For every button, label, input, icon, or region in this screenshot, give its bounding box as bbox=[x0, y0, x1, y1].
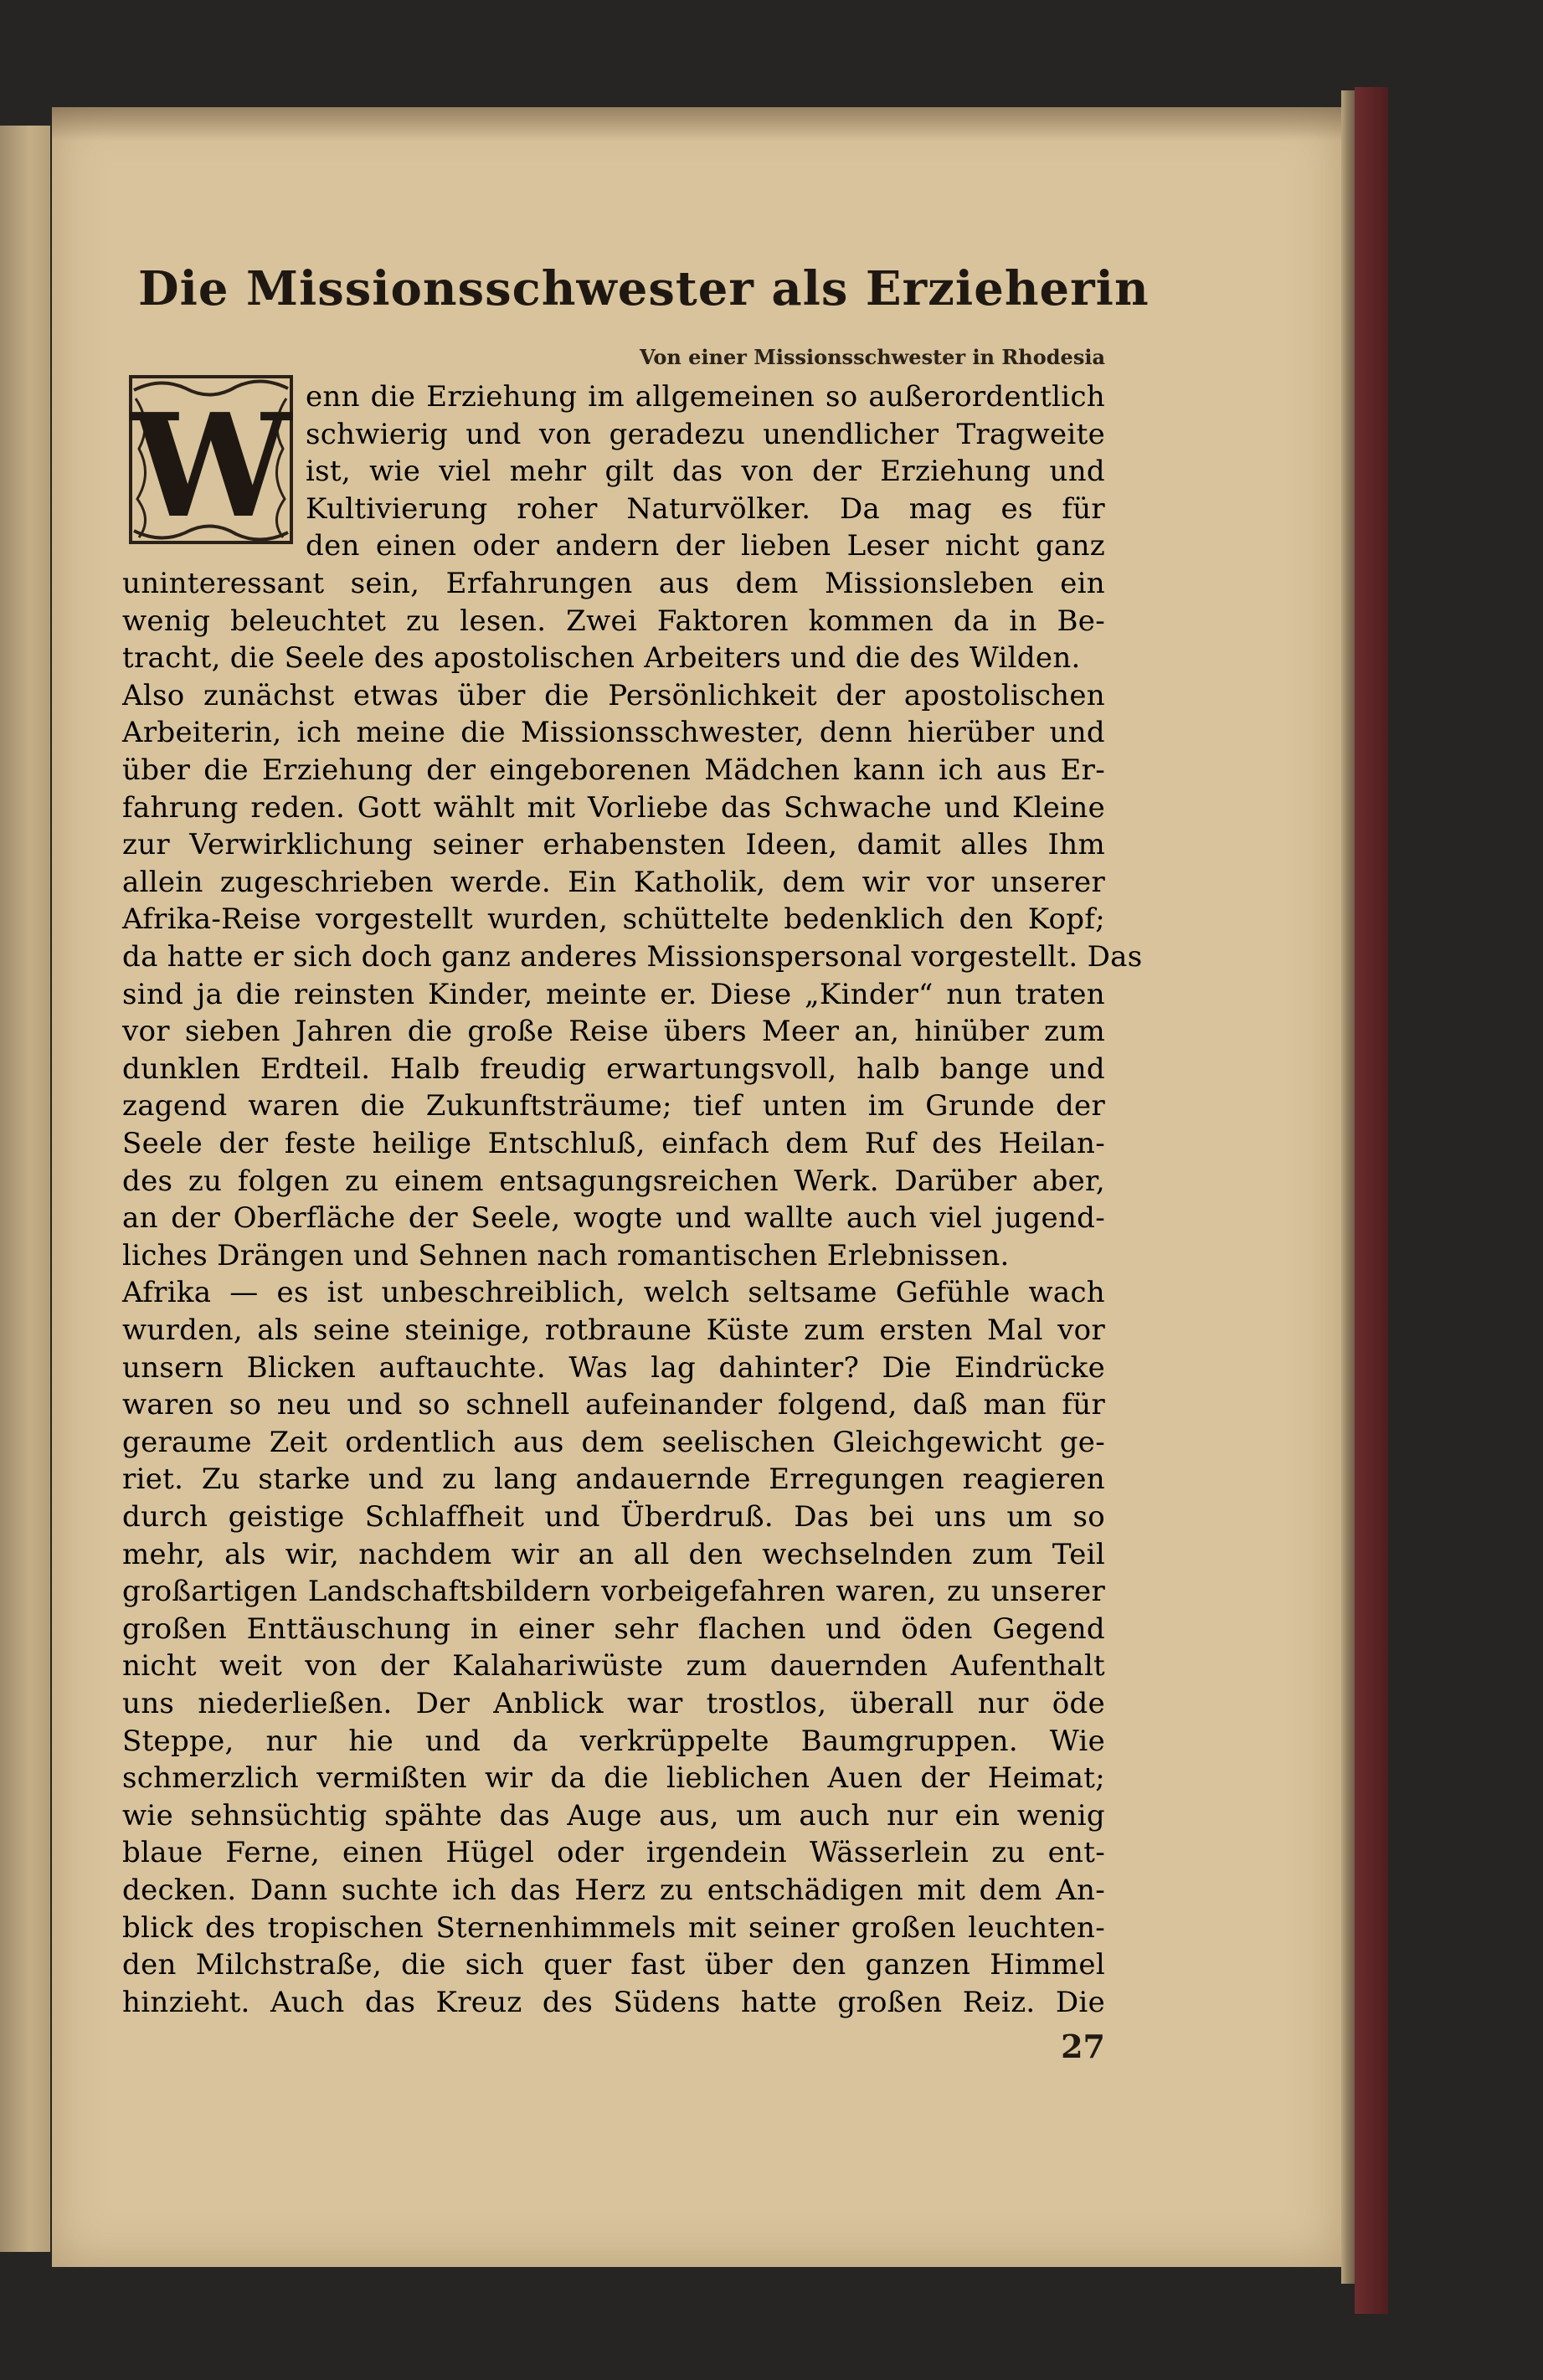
text-line: Also zunächst etwas über die Persönlichkeit der apostolischen bbox=[122, 678, 1105, 712]
book-cover-edge bbox=[1355, 87, 1388, 2314]
text-line: den einen oder andern der lieben Leser nicht ganz bbox=[306, 529, 1105, 563]
article-byline: Von einer Missionsschwester in Rhodesia bbox=[639, 345, 1105, 369]
text-line: Afrika-Reise vorgestellt wurden, schüttelte bedenklich den Kopf; bbox=[122, 902, 1105, 937]
decorated-initial bbox=[127, 373, 295, 546]
text-line: den Milchstraße, die sich quer fast über den ganzen Himmel bbox=[122, 1948, 1105, 1982]
previous-page-edge bbox=[0, 126, 50, 2252]
text-line: großen Enttäuschung in einer sehr flachen und öden Gegend bbox=[122, 1612, 1105, 1646]
text-line: Afrika — es ist unbeschreiblich, welch seltsame Gefühle wach bbox=[122, 1276, 1105, 1310]
text-line: uninteressant sein, Erfahrungen aus dem Missionsleben ein bbox=[122, 567, 1105, 600]
text-line: zur Verwirklichung seiner erhabensten Ideen, damit alles Ihm bbox=[122, 828, 1105, 862]
page-number: 27 bbox=[1061, 2028, 1105, 2065]
text-line: allein zugeschrieben werde. Ein Katholik, dem wir vor unserer bbox=[122, 865, 1105, 899]
text-line: des zu folgen zu einem entsagungsreichen Werk. Darüber aber, bbox=[122, 1164, 1105, 1198]
text-line: enn die Erziehung im allgemeinen so außerordentlich bbox=[306, 380, 1105, 414]
text-line: uns niederließen. Der Anblick war trostlos, überall nur öde bbox=[122, 1687, 1105, 1720]
text-line: schwierig und von geradezu unendlicher Tragweite bbox=[306, 417, 1105, 451]
text-line: durch geistige Schlaffheit und Überdruß. Das bei uns um so bbox=[122, 1500, 1105, 1534]
text-line: wurden, als seine steinige, rotbraune Küste zum ersten Mal vor bbox=[122, 1313, 1105, 1347]
text-line: nicht weit von der Kalahariwüste zum dauernden Aufenthalt bbox=[122, 1649, 1105, 1683]
text-line: waren so neu und so schnell aufeinander folgend, daß man für bbox=[122, 1388, 1105, 1422]
article-title: Die Missionsschwester als Erzieherin bbox=[138, 261, 1150, 316]
text-line: Seele der feste heilige Entschluß, einfach dem Ruf des Heilan- bbox=[122, 1127, 1105, 1160]
text-line: ist, wie viel mehr gilt das von der Erziehung und bbox=[306, 455, 1105, 489]
text-line: großartigen Landschaftsbildern vorbeigefahren waren, zu unserer bbox=[122, 1575, 1105, 1609]
initial-letter: W bbox=[131, 383, 291, 546]
text-line: Kultivierung roher Naturvölker. Da mag es für bbox=[306, 491, 1105, 526]
text-line: sind ja die reinsten Kinder, meinte er. Diese „Kinder“ nun traten bbox=[122, 977, 1105, 1011]
text-line: blick des tropischen Sternenhimmels mit seiner großen leuchten- bbox=[122, 1910, 1105, 1945]
page-stack-edge bbox=[1341, 90, 1355, 2284]
text-line: decken. Dann suchte ich das Herz zu entschädigen mit dem An- bbox=[122, 1874, 1105, 1907]
text-line: Steppe, nur hie und da verkrüppelte Baumgruppen. Wie bbox=[122, 1724, 1105, 1758]
page-top-stain bbox=[52, 107, 1341, 141]
text-line: über die Erziehung der eingeborenen Mädchen kann ich aus Er- bbox=[122, 753, 1105, 787]
text-line: mehr, als wir, nachdem wir an all den wechselnden zum Teil bbox=[122, 1537, 1105, 1571]
text-line: da hatte er sich doch ganz anderes Missionspersonal vorgestellt. Das bbox=[122, 940, 1143, 974]
text-line: fahrung reden. Gott wählt mit Vorliebe das Schwache und Kleine bbox=[122, 790, 1105, 825]
text-line: riet. Zu starke und zu lang andauernde Erregungen reagieren bbox=[122, 1462, 1105, 1497]
text-line: dunklen Erdteil. Halb freudig erwartungsvoll, halb bange und bbox=[122, 1051, 1105, 1086]
text-line: wie sehnsüchtig spähte das Auge aus, um auch nur ein wenig bbox=[122, 1798, 1105, 1833]
text-line: wenig beleuchtet zu lesen. Zwei Faktoren kommen da in Be- bbox=[122, 604, 1105, 638]
text-line: hinzieht. Auch das Kreuz des Südens hatte großen Reiz. Die bbox=[122, 1985, 1105, 2019]
text-line: unsern Blicken auftauchte. Was lag dahinter? Die Eindrücke bbox=[122, 1350, 1105, 1385]
text-line: zagend waren die Zukunftsträume; tief unten im Grunde der bbox=[122, 1089, 1105, 1123]
text-line: tracht, die Seele des apostolischen Arbeiters und die des Wilden. bbox=[122, 641, 1081, 676]
text-line: geraume Zeit ordentlich aus dem seelischen Gleichgewicht ge- bbox=[122, 1425, 1105, 1459]
text-line: schmerzlich vermißten wir da die lieblichen Auen der Heimat; bbox=[122, 1761, 1105, 1796]
text-line: liches Drängen und Sehnen nach romantischen Erlebnissen. bbox=[122, 1238, 1010, 1272]
text-line: an der Oberfläche der Seele, wogte und wallte auch viel jugend- bbox=[122, 1201, 1105, 1236]
text-line: Arbeiterin, ich meine die Missionsschwester, denn hierüber und bbox=[122, 716, 1105, 750]
text-line: blaue Ferne, einen Hügel oder irgendein Wässerlein zu ent- bbox=[122, 1836, 1105, 1870]
text-line: vor sieben Jahren die große Reise übers Meer an, hinüber zum bbox=[122, 1015, 1105, 1049]
